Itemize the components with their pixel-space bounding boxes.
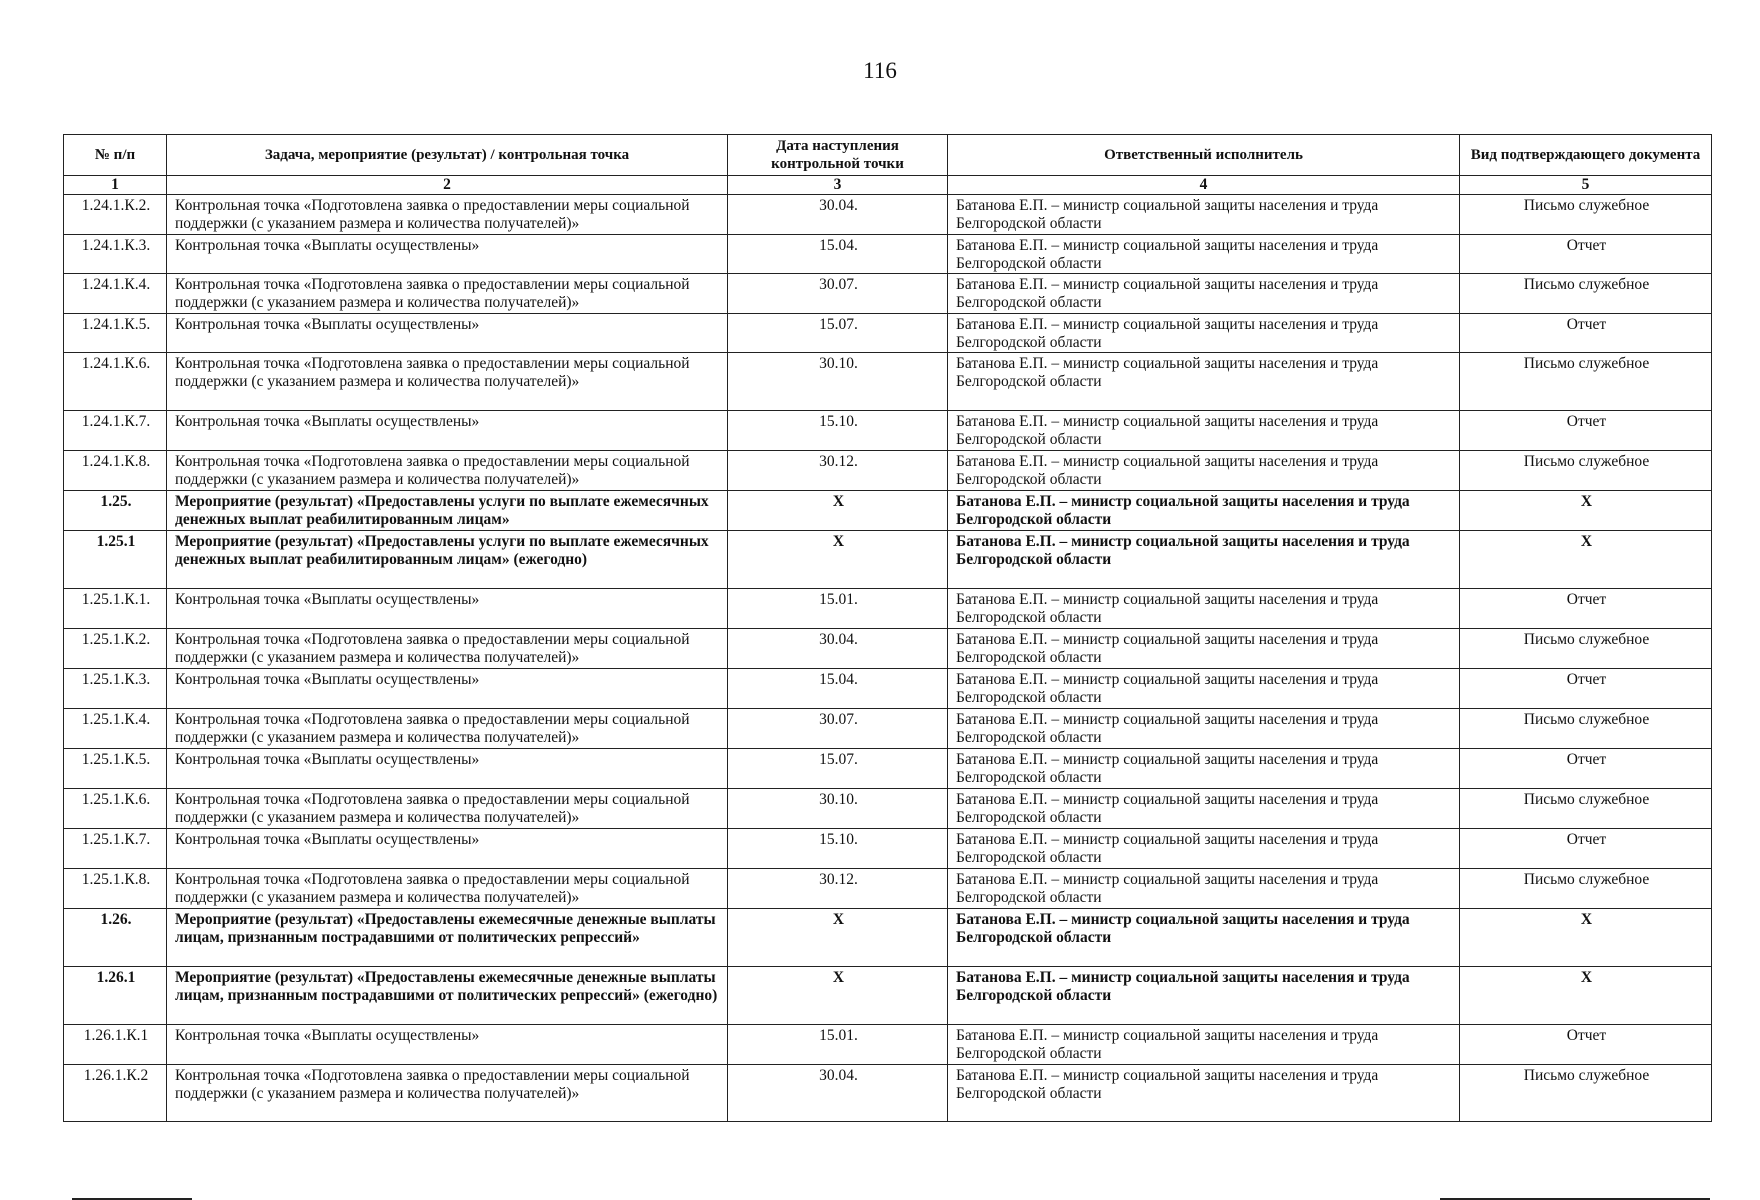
cell-date: 15.01. — [728, 589, 948, 629]
header-number: № п/п — [64, 135, 167, 176]
table-row — [64, 1065, 1712, 1122]
cell-responsible: Батанова Е.П. – министр социальной защиты населения и труда Белгородской области — [948, 195, 1460, 235]
cell-number: 1.24.1.К.6. — [64, 353, 167, 411]
cell-number: 1.24.1.К.8. — [64, 451, 167, 491]
cell-date: 15.10. — [728, 829, 948, 869]
table-row — [64, 869, 1712, 909]
table-row — [64, 909, 1712, 967]
table-row — [64, 669, 1712, 709]
cell-task: Контрольная точка «Подготовлена заявка о предоставлении меры социальной поддержки (с указанием размера и количества получателей)» — [167, 869, 728, 909]
cell-responsible: Батанова Е.П. – министр социальной защиты населения и труда Белгородской области — [948, 749, 1460, 789]
cell-task: Контрольная точка «Выплаты осуществлены» — [167, 749, 728, 789]
cell-task: Контрольная точка «Подготовлена заявка о предоставлении меры социальной поддержки (с указанием размера и количества получателей)» — [167, 789, 728, 829]
column-number: 4 — [948, 176, 1460, 195]
cell-task: Контрольная точка «Выплаты осуществлены» — [167, 589, 728, 629]
table-row — [64, 411, 1712, 451]
table-row — [64, 531, 1712, 589]
cell-responsible: Батанова Е.П. – министр социальной защиты населения и труда Белгородской области — [948, 314, 1460, 353]
cell-number: 1.26.1.К.1 — [64, 1025, 167, 1065]
cell-date: 30.10. — [728, 353, 948, 411]
cell-document: X — [1460, 491, 1712, 531]
cell-document: Письмо служебное — [1460, 451, 1712, 491]
cell-task: Мероприятие (результат) «Предоставлены услуги по выплате ежемесячных денежных выплат реабилитированным лицам» (ежегодно) — [167, 531, 728, 589]
cell-responsible: Батанова Е.П. – министр социальной защиты населения и труда Белгородской области — [948, 451, 1460, 491]
cell-date: 30.07. — [728, 274, 948, 314]
cell-date: 30.04. — [728, 1065, 948, 1122]
column-number-row — [64, 176, 1712, 195]
cell-document: Письмо служебное — [1460, 709, 1712, 749]
cell-document: Отчет — [1460, 749, 1712, 789]
cell-task: Контрольная точка «Выплаты осуществлены» — [167, 411, 728, 451]
table-body — [64, 195, 1712, 1122]
table-row — [64, 749, 1712, 789]
cell-date: X — [728, 967, 948, 1025]
cell-date: 15.07. — [728, 749, 948, 789]
column-number: 2 — [167, 176, 728, 195]
cell-task: Контрольная точка «Выплаты осуществлены» — [167, 669, 728, 709]
control-points-table — [63, 134, 1712, 1122]
cell-document: Письмо служебное — [1460, 789, 1712, 829]
cell-number: 1.24.1.К.4. — [64, 274, 167, 314]
cell-number: 1.25.1.К.7. — [64, 829, 167, 869]
cell-date: X — [728, 531, 948, 589]
cell-responsible: Батанова Е.П. – министр социальной защиты населения и труда Белгородской области — [948, 909, 1460, 967]
cell-responsible: Батанова Е.П. – министр социальной защиты населения и труда Белгородской области — [948, 709, 1460, 749]
table-row — [64, 491, 1712, 531]
cell-number: 1.25. — [64, 491, 167, 531]
cell-date: 30.10. — [728, 789, 948, 829]
cell-number: 1.24.1.К.3. — [64, 235, 167, 274]
page-number: 116 — [863, 58, 897, 83]
cell-document: Отчет — [1460, 314, 1712, 353]
cell-responsible: Батанова Е.П. – министр социальной защиты населения и труда Белгородской области — [948, 829, 1460, 869]
cell-date: 30.07. — [728, 709, 948, 749]
cell-responsible: Батанова Е.П. – министр социальной защиты населения и труда Белгородской области — [948, 531, 1460, 589]
cell-date: 15.10. — [728, 411, 948, 451]
cell-responsible: Батанова Е.П. – министр социальной защиты населения и труда Белгородской области — [948, 789, 1460, 829]
cell-task: Контрольная точка «Подготовлена заявка о предоставлении меры социальной поддержки (с указанием размера и количества получателей)» — [167, 629, 728, 669]
header-task: Задача, мероприятие (результат) / контрольная точка — [167, 135, 728, 176]
cell-responsible: Батанова Е.П. – министр социальной защиты населения и труда Белгородской области — [948, 669, 1460, 709]
cell-number: 1.25.1.К.6. — [64, 789, 167, 829]
table-row — [64, 967, 1712, 1025]
cell-date: 30.04. — [728, 195, 948, 235]
cell-number: 1.24.1.К.5. — [64, 314, 167, 353]
cell-number: 1.24.1.К.7. — [64, 411, 167, 451]
cell-responsible: Батанова Е.П. – министр социальной защиты населения и труда Белгородской области — [948, 589, 1460, 629]
cell-task: Контрольная точка «Выплаты осуществлены» — [167, 829, 728, 869]
cell-document: X — [1460, 531, 1712, 589]
cell-date: 15.07. — [728, 314, 948, 353]
cell-date: 30.12. — [728, 451, 948, 491]
cell-document: Письмо служебное — [1460, 274, 1712, 314]
cell-document: Письмо служебное — [1460, 353, 1712, 411]
cell-number: 1.26.1.К.2 — [64, 1065, 167, 1122]
cell-task: Контрольная точка «Подготовлена заявка о предоставлении меры социальной поддержки (с указанием размера и количества получателей)» — [167, 451, 728, 491]
cell-number: 1.24.1.К.2. — [64, 195, 167, 235]
cell-responsible: Батанова Е.П. – министр социальной защиты населения и труда Белгородской области — [948, 1065, 1460, 1122]
cell-responsible: Батанова Е.П. – министр социальной защиты населения и труда Белгородской области — [948, 353, 1460, 411]
table-row — [64, 353, 1712, 411]
cell-document: X — [1460, 967, 1712, 1025]
cell-task: Мероприятие (результат) «Предоставлены услуги по выплате ежемесячных денежных выплат реабилитированным лицам» — [167, 491, 728, 531]
cell-date: X — [728, 491, 948, 531]
cell-task: Контрольная точка «Выплаты осуществлены» — [167, 314, 728, 353]
cell-date: 30.04. — [728, 629, 948, 669]
cell-date: 30.12. — [728, 869, 948, 909]
table-row — [64, 235, 1712, 274]
cell-task: Контрольная точка «Выплаты осуществлены» — [167, 1025, 728, 1065]
cell-task: Контрольная точка «Подготовлена заявка о предоставлении меры социальной поддержки (с указанием размера и количества получателей)» — [167, 1065, 728, 1122]
cell-responsible: Батанова Е.П. – министр социальной защиты населения и труда Белгородской области — [948, 491, 1460, 531]
table-row — [64, 1025, 1712, 1065]
table-row — [64, 709, 1712, 749]
cell-number: 1.25.1.К.1. — [64, 589, 167, 629]
cell-document: Письмо служебное — [1460, 195, 1712, 235]
cell-document: Отчет — [1460, 669, 1712, 709]
column-number: 1 — [64, 176, 167, 195]
cell-number: 1.25.1.К.2. — [64, 629, 167, 669]
cell-task: Контрольная точка «Выплаты осуществлены» — [167, 235, 728, 274]
cell-responsible: Батанова Е.П. – министр социальной защиты населения и труда Белгородской области — [948, 235, 1460, 274]
table-row — [64, 829, 1712, 869]
header-date: Дата наступления контрольной точки — [728, 135, 948, 176]
cell-task: Мероприятие (результат) «Предоставлены ежемесячные денежные выплаты лицам, признанным пострадавшими от политических репрессий» — [167, 909, 728, 967]
cell-task: Мероприятие (результат) «Предоставлены ежемесячные денежные выплаты лицам, признанным пострадавшими от политических репрессий» (ежегодно) — [167, 967, 728, 1025]
cell-number: 1.26. — [64, 909, 167, 967]
table-row — [64, 195, 1712, 235]
cell-responsible: Батанова Е.П. – министр социальной защиты населения и труда Белгородской области — [948, 869, 1460, 909]
cell-responsible: Батанова Е.П. – министр социальной защиты населения и труда Белгородской области — [948, 274, 1460, 314]
table-header-row — [64, 135, 1712, 176]
cell-number: 1.25.1.К.3. — [64, 669, 167, 709]
cell-task: Контрольная точка «Подготовлена заявка о предоставлении меры социальной поддержки (с указанием размера и количества получателей)» — [167, 274, 728, 314]
cell-date: 15.04. — [728, 669, 948, 709]
cell-responsible: Батанова Е.П. – министр социальной защиты населения и труда Белгородской области — [948, 411, 1460, 451]
cell-responsible: Батанова Е.П. – министр социальной защиты населения и труда Белгородской области — [948, 629, 1460, 669]
cell-responsible: Батанова Е.П. – министр социальной защиты населения и труда Белгородской области — [948, 967, 1460, 1025]
cell-number: 1.25.1.К.8. — [64, 869, 167, 909]
cell-date: X — [728, 909, 948, 967]
column-number: 5 — [1460, 176, 1712, 195]
cell-document: Отчет — [1460, 829, 1712, 869]
table-row — [64, 589, 1712, 629]
cell-document: Отчет — [1460, 411, 1712, 451]
header-document: Вид подтверждающего документа — [1460, 135, 1712, 176]
cell-document: Отчет — [1460, 235, 1712, 274]
cell-document: Письмо служебное — [1460, 629, 1712, 669]
cell-task: Контрольная точка «Подготовлена заявка о предоставлении меры социальной поддержки (с указанием размера и количества получателей)» — [167, 353, 728, 411]
table-row — [64, 274, 1712, 314]
table-row — [64, 629, 1712, 669]
table-row — [64, 314, 1712, 353]
cell-document: Отчет — [1460, 589, 1712, 629]
cell-task: Контрольная точка «Подготовлена заявка о предоставлении меры социальной поддержки (с указанием размера и количества получателей)» — [167, 195, 728, 235]
cell-document: Отчет — [1460, 1025, 1712, 1065]
cell-responsible: Батанова Е.П. – министр социальной защиты населения и труда Белгородской области — [948, 1025, 1460, 1065]
cell-date: 15.04. — [728, 235, 948, 274]
cell-document: Письмо служебное — [1460, 869, 1712, 909]
table-row — [64, 789, 1712, 829]
cell-number: 1.25.1.К.5. — [64, 749, 167, 789]
cell-number: 1.25.1.К.4. — [64, 709, 167, 749]
table-row — [64, 451, 1712, 491]
cell-date: 15.01. — [728, 1025, 948, 1065]
cell-document: X — [1460, 909, 1712, 967]
header-responsible: Ответственный исполнитель — [948, 135, 1460, 176]
cell-task: Контрольная точка «Подготовлена заявка о предоставлении меры социальной поддержки (с указанием размера и количества получателей)» — [167, 709, 728, 749]
column-number: 3 — [728, 176, 948, 195]
cell-number: 1.26.1 — [64, 967, 167, 1025]
cell-number: 1.25.1 — [64, 531, 167, 589]
cell-document: Письмо служебное — [1460, 1065, 1712, 1122]
